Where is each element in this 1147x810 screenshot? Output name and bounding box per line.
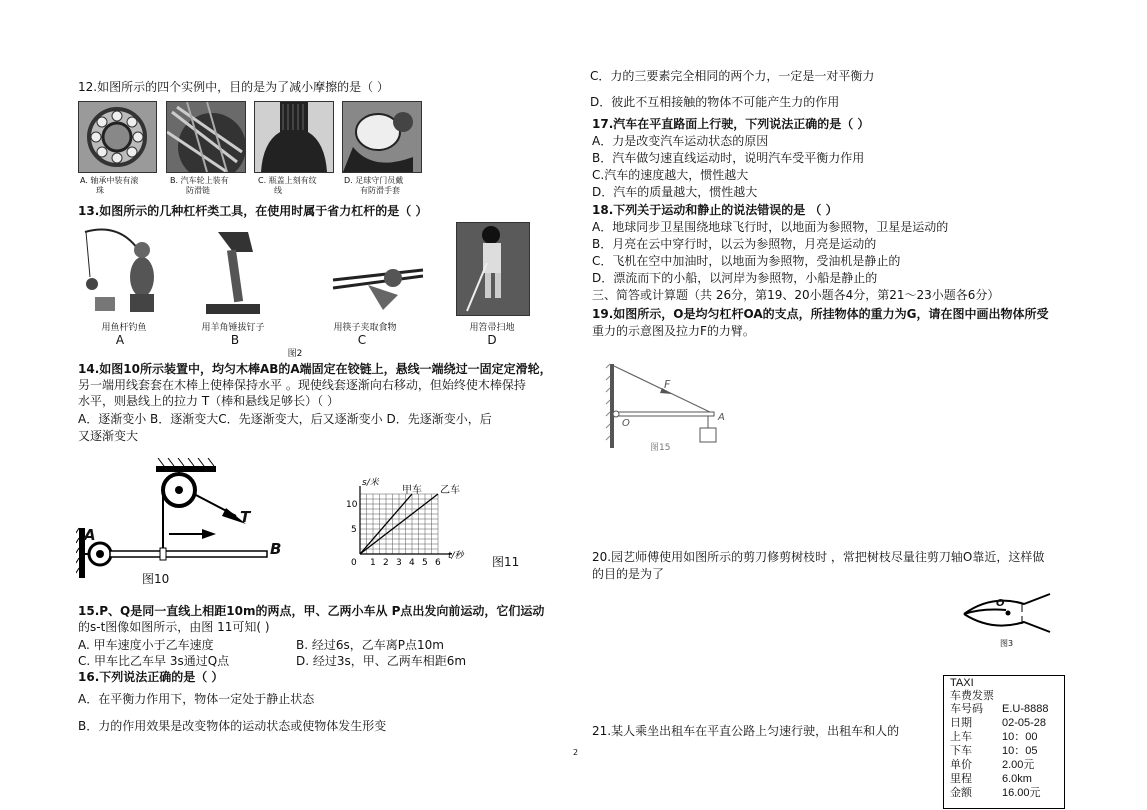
taxi-receipt xyxy=(943,675,1065,809)
q12-photo-c xyxy=(254,101,334,173)
q12-caption-b: B. 汽车轮上装有 防滑链 xyxy=(170,176,229,195)
q16-option-a: A．在平衡力作用下，物体一定处于静止状态 xyxy=(78,692,315,706)
q14-line-3: 水平，则悬线上的拉力 T（棒和悬线足够长）（ ） xyxy=(78,394,339,408)
taxi-row-value: 02-05-28 xyxy=(1002,717,1047,729)
broom-image xyxy=(457,223,529,315)
q12-photo-a xyxy=(78,101,157,173)
q18-option-a: A．地球同步卫星围绕地球飞行时，以地面为参照物，卫星是运动的 xyxy=(592,220,949,234)
y-tick-label: 10 xyxy=(346,500,358,510)
q12-caption-d: D. 足球守门员戴 有防滑手套 xyxy=(344,176,404,195)
figure-15-label: 图15 xyxy=(650,443,671,453)
q12-photo-d xyxy=(342,101,422,173)
figure-10-pulley xyxy=(76,458,291,588)
taxi-row-label: 里程 xyxy=(950,773,972,785)
y-axis-label: s/米 xyxy=(362,478,379,488)
taxi-row-label: 单价 xyxy=(950,759,972,771)
taxi-row-value: 16.00元 xyxy=(1002,787,1041,799)
q13-letter-d: D xyxy=(487,333,497,347)
q18-option-c: C．飞机在空中加油时，以地面为参照物，受油机是静止的 xyxy=(592,254,901,268)
figure-15-lever xyxy=(602,358,742,458)
bottle-cap-image xyxy=(255,102,333,172)
q14-line-5: 又逐渐变大 xyxy=(78,429,139,443)
q13-letter-b: B xyxy=(230,333,240,347)
q20-line-2: 的目的是为了 xyxy=(592,567,665,581)
x-tick-label: 6 xyxy=(435,558,441,568)
taxi-row-value: 6.0km xyxy=(1002,773,1032,785)
q17-option-a: A．力是改变汽车运动状态的原因 xyxy=(592,134,769,148)
q17-option-d: D．汽车的质量越大，惯性越大 xyxy=(592,185,758,199)
q13-letter-a: A xyxy=(115,333,125,347)
q13-caption-c: 用筷子夹取食物 xyxy=(333,323,397,333)
q15-option-a: A. 甲车速度小于乙车速度 xyxy=(78,638,214,652)
fig10-label-a: A xyxy=(84,526,96,544)
page-number: 2 xyxy=(573,748,579,757)
question-12-text: 12.如图所示的四个实例中，目的是为了减小摩擦的是（ ） xyxy=(78,80,389,94)
series-label: 甲车 xyxy=(402,485,422,496)
figure-2-label: 图2 xyxy=(287,349,303,359)
q15-option-b: B. 经过6s，乙车离P点10m xyxy=(296,638,444,652)
claw-hammer-image xyxy=(198,222,268,317)
section-3-heading: 三、简答或计算题（共 26分，第19、20小题各4分，第21～23小题各6分） xyxy=(592,288,1000,302)
x-axis-label: t/秒 xyxy=(448,551,464,561)
q17-option-c: C.汽车的速度越大，惯性越大 xyxy=(592,168,749,182)
y-tick-label: 5 xyxy=(351,525,357,535)
q13-caption-b: 用羊角锤拔钉子 xyxy=(201,323,265,333)
chopsticks-image xyxy=(328,240,428,310)
fig15-label-o: O xyxy=(622,418,630,429)
q15-line-2: 的s-t图像如图所示，由图 11可知( ) xyxy=(78,620,270,634)
x-tick-label: 4 xyxy=(409,558,415,568)
q14-line-2: 另一端用线套套在木棒上使棒保持水平 。现使线套逐渐向右移动，但始终使木棒保持 xyxy=(78,378,526,392)
goalkeeper-glove-image xyxy=(343,102,421,172)
q19-line-1: 19.如图所示，O是均匀杠杆OA的支点，所挂物体的重力为G，请在图中画出物体所受 xyxy=(592,307,1049,321)
q20-line-1: 20.园艺师傅使用如图所示的剪刀修剪树枝时 ，常把树枝尽量往剪刀轴O靠近，这样做 xyxy=(592,550,1045,564)
taxi-subtitle: 车费发票 xyxy=(950,690,994,702)
tire-chain-image xyxy=(167,102,245,172)
q12-photo-b xyxy=(166,101,246,173)
fig10-label-t: T xyxy=(240,508,251,526)
q16-option-b: B．力的作用效果是改变物体的运动状态或使物体发生形变 xyxy=(78,719,387,733)
q12-caption-c: C. 瓶盖上刻有纹 线 xyxy=(258,176,317,195)
q15-line-1: 15.P、Q是同一直线上相距10m的两点，甲、乙两小车从 P点出发向前运动，它们运动 xyxy=(78,604,545,618)
q16-option-c: C．力的三要素完全相同的两个力，一定是一对平衡力 xyxy=(590,69,875,83)
series-label: 乙车 xyxy=(440,485,460,496)
q16-option-d: D．彼此不互相接触的物体不可能产生力的作用 xyxy=(590,95,840,109)
taxi-row-value: 2.00元 xyxy=(1002,759,1035,771)
x-tick-label: 2 xyxy=(383,558,389,568)
y-tick-label: 0 xyxy=(351,558,357,568)
bearing-image xyxy=(79,102,156,172)
q17-option-b: B．汽车做匀速直线运动时，说明汽车受平衡力作用 xyxy=(592,151,865,165)
q18-option-d: D．漂流而下的小船，以河岸为参照物，小船是静止的 xyxy=(592,271,878,285)
fig15-label-a: A xyxy=(718,412,725,423)
q18-text: 18.下列关于运动和静止的说法错误的是 （ ） xyxy=(592,203,838,217)
taxi-row-label: 车号码 xyxy=(950,703,983,715)
q18-option-b: B．月亮在云中穿行时，以云为参照物，月亮是运动的 xyxy=(592,237,877,251)
fig15-label-f: F xyxy=(664,378,671,391)
taxi-title: TAXI xyxy=(950,677,974,689)
q16-text: 16.下列说法正确的是（ ） xyxy=(78,670,224,684)
q13-caption-a: 用鱼杆钓鱼 xyxy=(101,323,147,333)
x-tick-label: 5 xyxy=(422,558,428,568)
figure-11-chart xyxy=(338,476,498,568)
fig10-label-b: B xyxy=(270,540,282,558)
broom-photo xyxy=(456,222,530,316)
q12-caption-a: A. 轴承中装有滚 珠 xyxy=(80,176,139,195)
x-tick-label: 1 xyxy=(370,558,376,568)
taxi-row-label: 下车 xyxy=(950,745,972,757)
q13-caption-d: 用笤帚扫地 xyxy=(469,323,515,333)
taxi-row-label: 金额 xyxy=(950,787,972,799)
q14-options: A．逐渐变小 B．逐渐变大C．先逐渐变大，后又逐渐变小 D．先逐渐变小，后 xyxy=(78,412,492,426)
figure-11-label: 图11 xyxy=(492,555,520,569)
q21-text: 21.某人乘坐出租车在平直公路上匀速行驶，出租车和人的 xyxy=(592,724,900,738)
q14-line-1: 14.如图10所示装置中，均匀木棒AB的A端固定在铰链上，悬线一端绕过一固定定滑轮， xyxy=(78,362,552,376)
q15-option-d: D. 经过3s，甲、乙两车相距6m xyxy=(296,654,467,668)
q13-letter-c: C xyxy=(357,333,367,347)
taxi-row-label: 上车 xyxy=(950,731,972,743)
fig3-label-o: O xyxy=(996,598,1005,609)
taxi-row-label: 日期 xyxy=(950,717,972,729)
q19-line-2: 重力的示意图及拉力F的力臂。 xyxy=(592,324,755,338)
taxi-row-value: 10：00 xyxy=(1002,731,1038,743)
taxi-row-value: 10：05 xyxy=(1002,745,1038,757)
figure-10-label: 图10 xyxy=(142,572,170,586)
figure-3-label: 图3 xyxy=(1000,639,1014,648)
question-13-text: 13.如图所示的几种杠杆类工具，在使用时属于省力杠杆的是（ ） xyxy=(78,204,428,218)
q17-text: 17.汽车在平直路面上行驶，下列说法正确的是（ ） xyxy=(592,117,870,131)
figure-3-scissors xyxy=(962,592,1052,638)
q15-option-c: C. 甲车比乙车早 3s通过Q点 xyxy=(78,654,230,668)
taxi-row-value: E.U-8888 xyxy=(1002,703,1049,715)
fishing-rod-image xyxy=(80,222,170,322)
x-tick-label: 3 xyxy=(396,558,402,568)
